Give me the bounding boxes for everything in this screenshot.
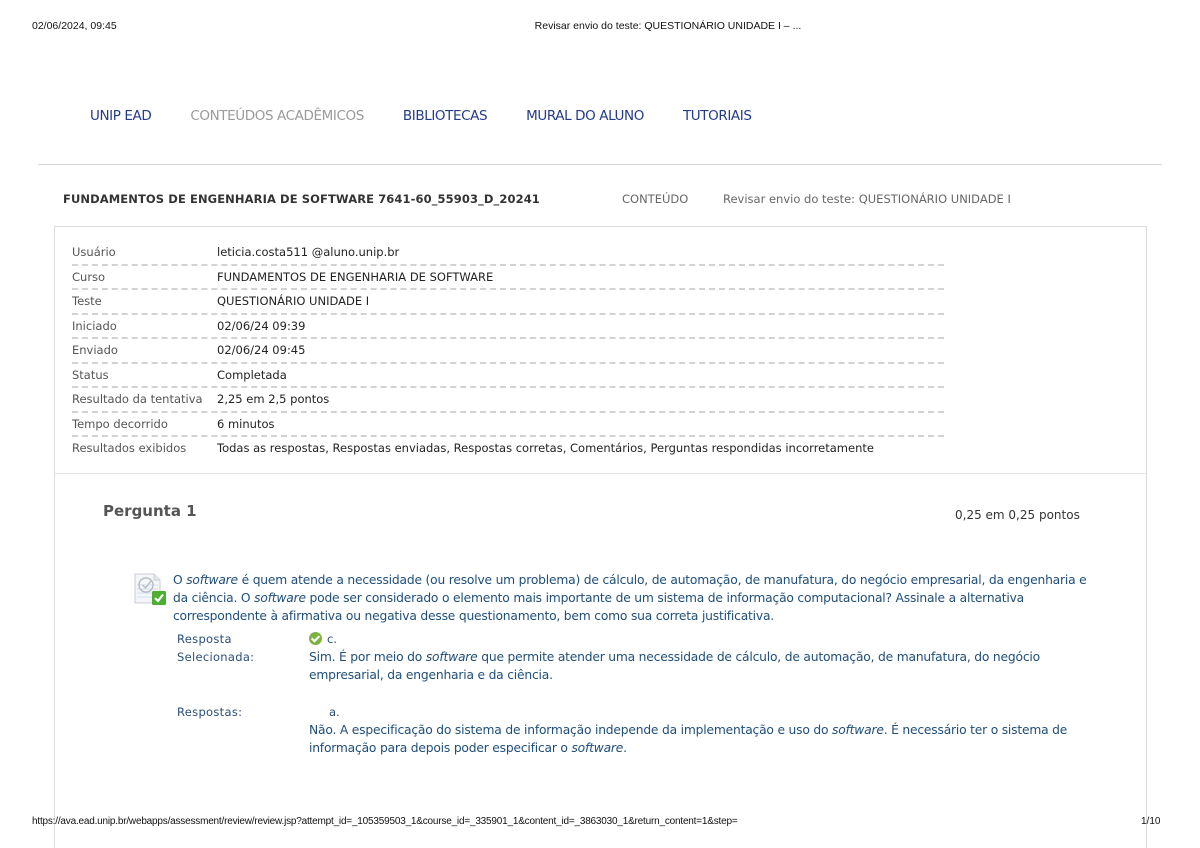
info-row-resultado	[72, 388, 944, 413]
info-value: 2,25 em 2,5 pontos	[217, 392, 330, 406]
nav-conteudos-academicos[interactable]: CONTEÚDOS ACADÊMICOS	[190, 108, 364, 124]
breadcrumb	[63, 192, 1163, 210]
selected-answer-label-line: Resposta	[177, 632, 232, 646]
info-value: Completada	[217, 367, 287, 382]
selected-answer-letter	[309, 630, 337, 648]
answer-text-part: . É necessário ter o sistema de informação para depois poder especificar o	[309, 723, 1068, 755]
info-key: Status	[72, 367, 109, 382]
info-key: Iniciado	[72, 318, 117, 333]
answers-label: Respostas:	[177, 705, 243, 719]
answer-text-emphasis: software	[832, 723, 884, 737]
breadcrumb-current-page: Revisar envio do teste: QUESTIONÁRIO UNIDADE I	[723, 192, 1011, 206]
answer-text-emphasis: software	[571, 741, 624, 755]
nav-unip-ead[interactable]: UNIP EAD	[90, 108, 152, 124]
answer-text-part: Não. A especificação do sistema de informação independe da implementação e uso do	[309, 723, 832, 737]
info-row-enviado	[72, 339, 944, 364]
print-page-number: 1/10	[1141, 816, 1161, 827]
breadcrumb-content[interactable]: CONTEÚDO	[622, 192, 689, 206]
question-text-emphasis: software	[186, 573, 238, 587]
top-navigation	[90, 108, 791, 130]
info-value: 02/06/24 09:39	[217, 318, 306, 333]
info-key: Teste	[72, 294, 102, 308]
breadcrumb-course[interactable]: FUNDAMENTOS DE ENGENHARIA DE SOFTWARE 7641-60_55903_D_20241	[63, 192, 540, 206]
nav-mural-do-aluno[interactable]: MURAL DO ALUNO	[526, 108, 644, 124]
info-value: FUNDAMENTOS DE ENGENHARIA DE SOFTWARE	[217, 269, 494, 284]
print-page-title: Revisar envio do teste: QUESTIONÁRIO UNIDADE I – ...	[534, 20, 802, 32]
info-row-tempo	[72, 413, 944, 438]
question-score: 0,25 em 0,25 pontos	[955, 508, 1080, 522]
question-block	[55, 474, 1146, 848]
print-datetime: 02/06/2024, 09:45	[32, 20, 117, 32]
info-key: Resultado da tentativa	[72, 392, 203, 406]
nav-tutoriais[interactable]: TUTORIAIS	[682, 108, 752, 124]
info-key: Usuário	[72, 245, 116, 259]
print-url: https://ava.ead.unip.br/webapps/assessment/review/review.jsp?attempt_id=_105359503_1&course_id=_335901_1&content_id=_3863030_1&return_content=1&step=	[32, 816, 738, 827]
info-row-curso	[72, 266, 944, 291]
question-title: Pergunta 1	[103, 502, 197, 520]
attempt-info-table	[72, 241, 944, 462]
info-key: Enviado	[72, 343, 118, 357]
answer-text-part: Sim. É por meio do	[309, 650, 426, 664]
question-text-part: é quem atende a necessidade (ou resolve um problema) de cálculo, de automação, de manufatura, do negócio empresarial, da engenharia e da ciência. O	[173, 573, 1087, 605]
info-row-resultados-exibidos	[72, 437, 944, 462]
info-row-iniciado	[72, 315, 944, 340]
question-text-emphasis: software	[254, 591, 306, 605]
correct-check-icon	[309, 632, 322, 645]
question-text-part: O	[173, 573, 187, 587]
print-header	[0, 20, 1200, 36]
info-row-status	[72, 364, 944, 389]
selected-answer-label-line: Selecionada:	[177, 650, 255, 664]
info-value: QUESTIONÁRIO UNIDADE I	[217, 294, 370, 308]
answer-option-letter: a.	[329, 705, 340, 719]
print-footer	[0, 816, 1200, 830]
answer-text-emphasis: software	[425, 650, 478, 664]
info-key: Resultados exibidos	[72, 441, 187, 455]
review-panel	[54, 226, 1147, 848]
answer-text-part: .	[623, 741, 627, 755]
info-value: 02/06/24 09:45	[217, 343, 306, 357]
selected-answer-label	[177, 630, 254, 666]
question-text-part: pode ser considerado o elemento mais importante de um sistema de informação computacional? Assinale a alternativa correspondente à afirmativa ou negativa desse questionamento, bem como sua correta justificativa.	[173, 591, 1025, 623]
info-key: Tempo decorrido	[72, 416, 168, 431]
answer-option-text	[309, 721, 1069, 757]
info-row-usuario	[72, 241, 944, 266]
info-key: Curso	[72, 269, 106, 284]
info-value: Todas as respostas, Respostas enviadas, Respostas corretas, Comentários, Perguntas respondidas incorretamente	[217, 441, 874, 455]
info-row-teste	[72, 290, 944, 315]
question-text	[173, 571, 1103, 625]
info-value: leticia.costa511 @aluno.unip.br	[217, 245, 400, 259]
selected-answer-letter-text: c.	[327, 632, 337, 646]
nav-bibliotecas[interactable]: BIBLIOTECAS	[402, 108, 488, 124]
selected-answer-text	[309, 648, 1069, 684]
correct-question-icon	[132, 571, 168, 607]
nav-divider	[38, 164, 1162, 165]
info-value: 6 minutos	[217, 416, 275, 431]
answer-text-part: que permite atender uma necessidade de cálculo, de automação, de manufatura, do negócio empresarial, da engenharia e da ciência.	[309, 650, 1040, 682]
